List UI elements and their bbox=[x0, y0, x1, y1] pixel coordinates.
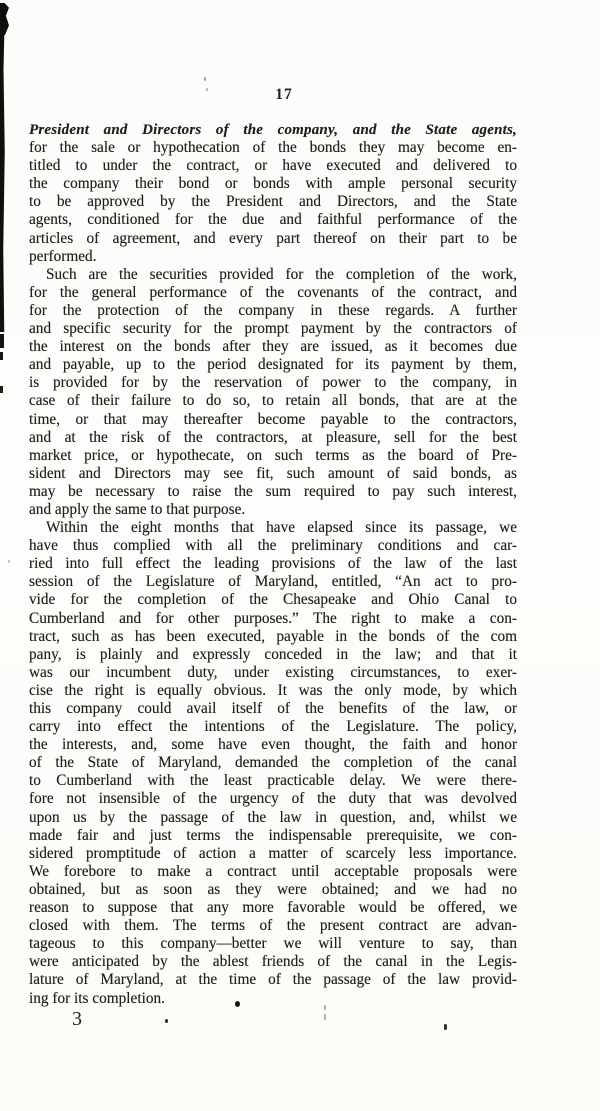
ink-speck bbox=[324, 1014, 326, 1020]
ink-speck bbox=[444, 1024, 447, 1030]
text-line: time, or that may thereafter become payable to the contractors, bbox=[29, 410, 517, 428]
text-line: performed. bbox=[29, 247, 97, 265]
text-line: carry into effect the intentions of the Legislature. The policy, bbox=[29, 718, 517, 736]
text-line: for the general performance of the covenants of the contract, and bbox=[29, 283, 517, 301]
binding-edge-dash bbox=[0, 334, 4, 348]
text-line: were anticipated by the ablest friends of the canal in the Legis- bbox=[29, 953, 517, 971]
ink-speck bbox=[324, 1005, 326, 1010]
text-line: the interest on the bonds after they are issued, as it becomes due bbox=[29, 338, 517, 356]
text-line: the interests, and, some have even thought, the faith and honor bbox=[29, 736, 517, 754]
text-line: President and Directors of the company, and the State agents, bbox=[29, 122, 517, 138]
text-line: cise the right is equally obvious. It was the only mode, by which bbox=[29, 681, 517, 699]
page-number: 17 bbox=[275, 86, 293, 103]
text-line: sident and Directors may see fit, such amount of said bonds, as bbox=[29, 464, 517, 482]
text-line: closed with them. The terms of the present contract are advan- bbox=[29, 917, 517, 935]
text-line: ing for its completion. bbox=[29, 989, 165, 1007]
binding-edge-dash bbox=[0, 352, 3, 360]
text-line: market price, or hypothecate, on such terms as the board of Pre- bbox=[29, 446, 517, 464]
text-line: fore not insensible of the urgency of the duty that was devolved bbox=[29, 790, 517, 808]
body-text bbox=[29, 121, 517, 1008]
ink-speck bbox=[235, 1001, 240, 1007]
text-line: agents, conditioned for the due and faithful performance of the bbox=[29, 211, 517, 229]
text-line: is provided for by the reservation of power to the company, in bbox=[29, 374, 517, 392]
text-line: have thus complied with all the preliminary conditions and car- bbox=[29, 537, 517, 555]
paragraph bbox=[29, 266, 517, 519]
ink-speck bbox=[8, 560, 10, 563]
text-line: ried into full effect the leading provisions of the law of the last bbox=[29, 555, 517, 573]
text-line: session of the Legislature of Maryland, entitled, “An act to pro- bbox=[29, 573, 517, 591]
text-line: and apply the same to that purpose. bbox=[29, 500, 246, 518]
text-line: for the sale or hypothecation of the bonds they may become en- bbox=[29, 139, 517, 157]
text-line: pany, is plainly and expressly conceded in the law; and that it bbox=[29, 645, 517, 663]
text-line: made fair and just terms the indispensable prerequisite, we con- bbox=[29, 826, 517, 844]
text-line: the company their bond or bonds with ample personal security bbox=[29, 175, 517, 193]
text-line: reason to suppose that any more favorable would be offered, we bbox=[29, 899, 517, 917]
text-line: tageous to this company—better we will venture to say, than bbox=[29, 935, 517, 953]
text-line: lature of Maryland, at the time of the passage of the law provid- bbox=[29, 971, 517, 989]
paragraph bbox=[29, 121, 517, 266]
binding-edge-dot bbox=[0, 386, 3, 393]
text-line: and payable, up to the period designated for its payment by them, bbox=[29, 356, 517, 374]
text-line: and specific security for the prompt payment by the contractors of bbox=[29, 320, 517, 338]
text-line: to Cumberland with the least practicable delay. We were there- bbox=[29, 772, 517, 790]
text-line: articles of agreement, and every part thereof on their part to be bbox=[29, 229, 517, 247]
text-line: and at the risk of the contractors, at pleasure, sell for the best bbox=[29, 428, 517, 446]
ink-speck bbox=[165, 1019, 168, 1023]
ink-speck bbox=[204, 77, 206, 81]
text-line: Cumberland and for other purposes.” The right to make a con- bbox=[29, 609, 517, 627]
text-line: of the State of Maryland, demanded the completion of the canal bbox=[29, 754, 517, 772]
text-line: We forebore to make a contract until acceptable proposals were bbox=[29, 862, 517, 880]
text-line: Such are the securities provided for the completion of the work, bbox=[46, 265, 517, 283]
text-line: sidered promptitude of action a matter of scarcely less importance. bbox=[29, 844, 517, 862]
signature-mark: 3 bbox=[72, 1008, 82, 1030]
text-line: case of their failure to do so, to retain all bonds, that are at the bbox=[29, 392, 517, 410]
text-line: tract, such as has been executed, payable in the bonds of the com bbox=[29, 627, 517, 645]
text-line: titled to under the contract, or have executed and delivered to bbox=[29, 157, 517, 175]
text-line: may be necessary to raise the sum required to pay such interest, bbox=[29, 482, 517, 500]
text-line: to be approved by the President and Directors, and the State bbox=[29, 193, 517, 211]
text-line: this company could avail itself of the benefits of the law, or bbox=[29, 700, 517, 717]
text-line: for the protection of the company in these regards. A further bbox=[29, 301, 517, 319]
paragraph bbox=[29, 519, 517, 1008]
text-line: Within the eight months that have elapsed since its passage, we bbox=[46, 519, 517, 537]
binding-edge-strip bbox=[0, 4, 5, 332]
text-line: upon us by the passage of the law in question, and, whilst we bbox=[29, 808, 517, 826]
text-line: was our incumbent duty, under existing circumstances, to exer- bbox=[29, 663, 517, 681]
text-line: vide for the completion of the Chesapeake and Ohio Canal to bbox=[29, 591, 517, 609]
text-line: obtained, but as soon as they were obtained; and we had no bbox=[29, 880, 517, 898]
